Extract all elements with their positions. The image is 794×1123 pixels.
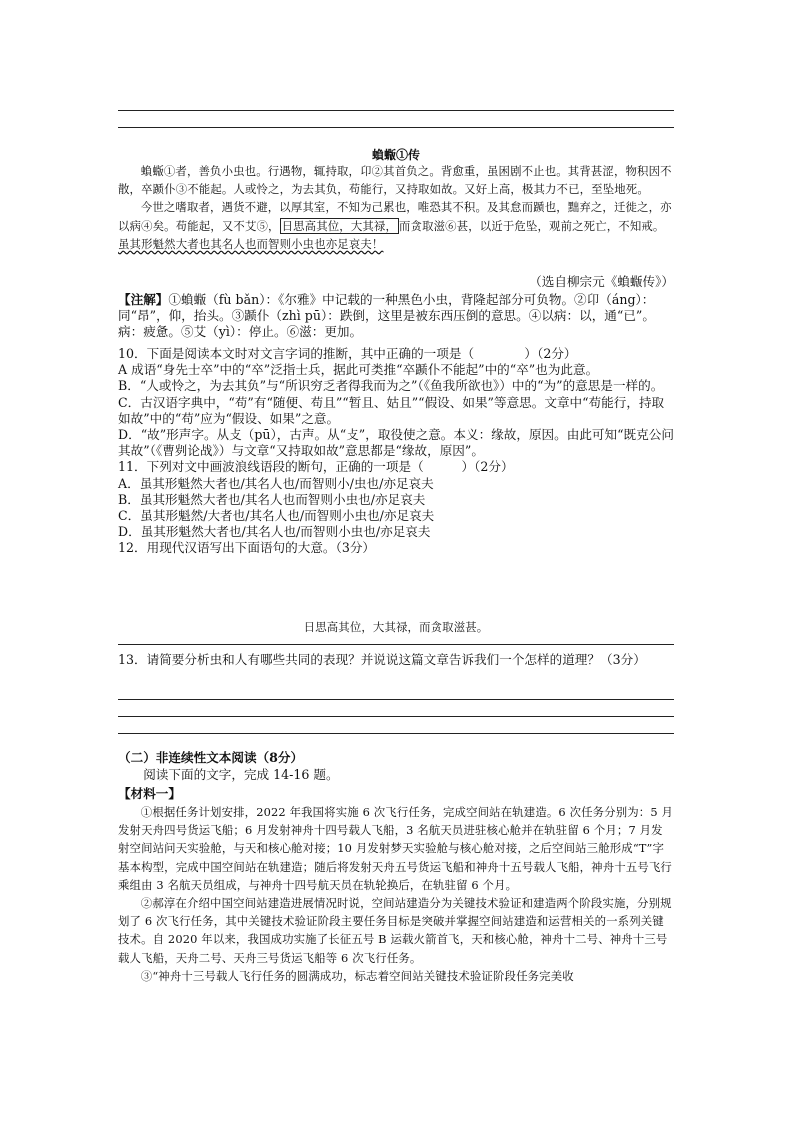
passage-paragraph-1: 蝜蝂①者，善负小虫也。行遇物，辄持取，卬②其首负之。背愈重，虽困剧不止也。其背甚涩，物积因不散，卒踬仆③不能起。人或怜之，为去其负，苟能行，又持取如故。又好上高，极其力不已，至坠地死。 — [118, 164, 672, 197]
section-heading: （二）非连续性文本阅读（8分） — [118, 750, 304, 765]
section-intro: 阅读下面的文字，完成 14-16 题。 — [143, 767, 339, 782]
notes-block — [118, 292, 674, 341]
notes-text: ①蝜蝂（fù bǎn）：《尔雅》中记载的一种黑色小虫，背隆起部分可负物。②卬（áng）：同“昂”，仰，抬头。③踬仆（zhì pū）：跌倒，这里是被东西压倒的意思。④以病：以，通“已”。病：疲惫。⑤艾（yì）：停止。⑥滋：更加。 — [118, 292, 655, 340]
boxed-sentence: 日思高其位，大其禄， — [281, 218, 397, 233]
notes-label: 【注解】 — [118, 292, 169, 307]
answer-line — [118, 716, 674, 717]
question-12: 12．用现代汉语写出下面语句的大意。（3分） — [118, 540, 376, 556]
answer-line — [118, 110, 674, 111]
material-paragraph-3: ③“神舟十三号载人飞行任务的圆满成功，标志着空间站关键技术验证阶段任务完美收 — [140, 968, 574, 983]
material-paragraph-2: ②郝淳在介绍中国空间站建造进展情况时说，空间站建造分为关键技术验证和建造两个阶段实施，分别规划了 6 次飞行任务，其中关键技术验证阶段主要任务目标是突破并掌握空间站建造和运营相关的一系列关键技术。自 2020 年以来，我国成功实施了长征五号 B 运载火箭首飞，天和核心舱，神舟十二号、神舟十三号载人飞船，天舟二号、天舟三号货运飞船等 6 次飞行任务。 — [118, 896, 672, 965]
q12-quote: 日思高其位，大其禄，而贪取滋甚。 — [303, 620, 489, 634]
answer-line — [118, 699, 674, 700]
classical-passage — [118, 162, 674, 253]
wavy-underlined-sentence: 虽其形魁然大者也其名人也而智则小虫也亦足哀夫！ — [118, 236, 384, 251]
question-13: 13．请简要分析虫和人有哪些共同的表现？并说说这篇文章告诉我们一个怎样的道理？（3分） — [118, 652, 646, 667]
q10-option-b: B．“人或怜之，为去其负”与“所识穷乏者得我而为之”（《鱼我所欲也》）中的“为”的意思是一样的。 — [118, 378, 664, 394]
passage-source: （选自柳宗元《蝜蝂传》） — [529, 274, 674, 289]
q10-option-d: D．“故”形声字。从攴（pū），古声。从“攴”，取役使之意。本义：缘故，原因。由此可知“既克公问其故”（《曹刿论战》）与文章“又持取如故”意思都是“缘故，原因”。 — [118, 427, 674, 459]
question-10: 10．下面是阅读本文时对文言字词的推断，其中正确的一项是（ ）（2分） — [118, 346, 577, 361]
material-label: 【材料一】 — [118, 786, 181, 801]
question-11: 11．下列对文中画波浪线语段的断句，正确的一项是（ ）（2分） — [118, 459, 514, 475]
questions-block — [118, 346, 674, 557]
material-paragraph-1: ①根据任务计划安排，2022 年我国将实施 6 次飞行任务，完成空间站在轨建造。6 次任务分别为：5 月发射天舟四号货运飞船；6 月发射神舟十四号载人飞船，3 名航天员进驻核心舱并在轨驻留 6 个月；7 月发射空间站问天实验舱，与天和核心舱对接；10 月发射梦天实验舱与核心舱对接，之后空间站三舱形成“T”字基本构型，完成中国空间站在轨建造；随后将发射天舟五号货运飞船和神舟十五号载人飞船，神舟十五号飞行乘组由 3 名航天员组成，与神舟十四号航天员在轨轮换后，在轨驻留 6 个月。 — [118, 805, 674, 892]
passage-title: 蝜蝂①传 — [371, 148, 420, 162]
q10-option-a: A 成语“身先士卒”中的“卒”泛指士兵，据此可类推“卒踬仆不能起”中的“卒”也为此意。 — [118, 362, 599, 378]
q10-option-c: C．古汉语字典中，“苟”有“随便、苟且”“暂且、姑且”“假设、如果”等意思。文章中“苟能行，持取如故”中的“苟”应为“假设、如果”之意。 — [118, 394, 665, 426]
answer-line — [118, 733, 674, 734]
passage-paragraph-2: 今世之嗜取者，遇货不避，以厚其室，不知为己累也，唯恐其不积。及其怠而踬也，黜弃之，迁徙之，亦以病④矣。苟能起，又不艾⑤， 日思高其位，大其禄， 而贪取滋⑥甚，以近于危坠，观前之死亡，不知戒。虽其形魁然大者也其名人也而智则小虫也亦足哀夫！ — [118, 200, 672, 251]
q11-option-c: C．虽其形魁然/大者也/其名人也/而智则小虫也/亦足哀夫 — [118, 508, 435, 524]
answer-line — [118, 127, 674, 128]
q11-option-a: A．虽其形魁然大者也/其名人也/而智则小/虫也/亦足哀夫 — [118, 475, 434, 491]
q11-option-b: B．虽其形魁然大者也/其名人也而智则小虫也/亦足哀夫 — [118, 491, 426, 507]
material-text — [118, 803, 674, 985]
answer-line — [118, 644, 674, 645]
q11-option-d: D．虽其形魁然大者也/其名人也/而智则小虫也/亦足哀夫 — [118, 524, 431, 540]
